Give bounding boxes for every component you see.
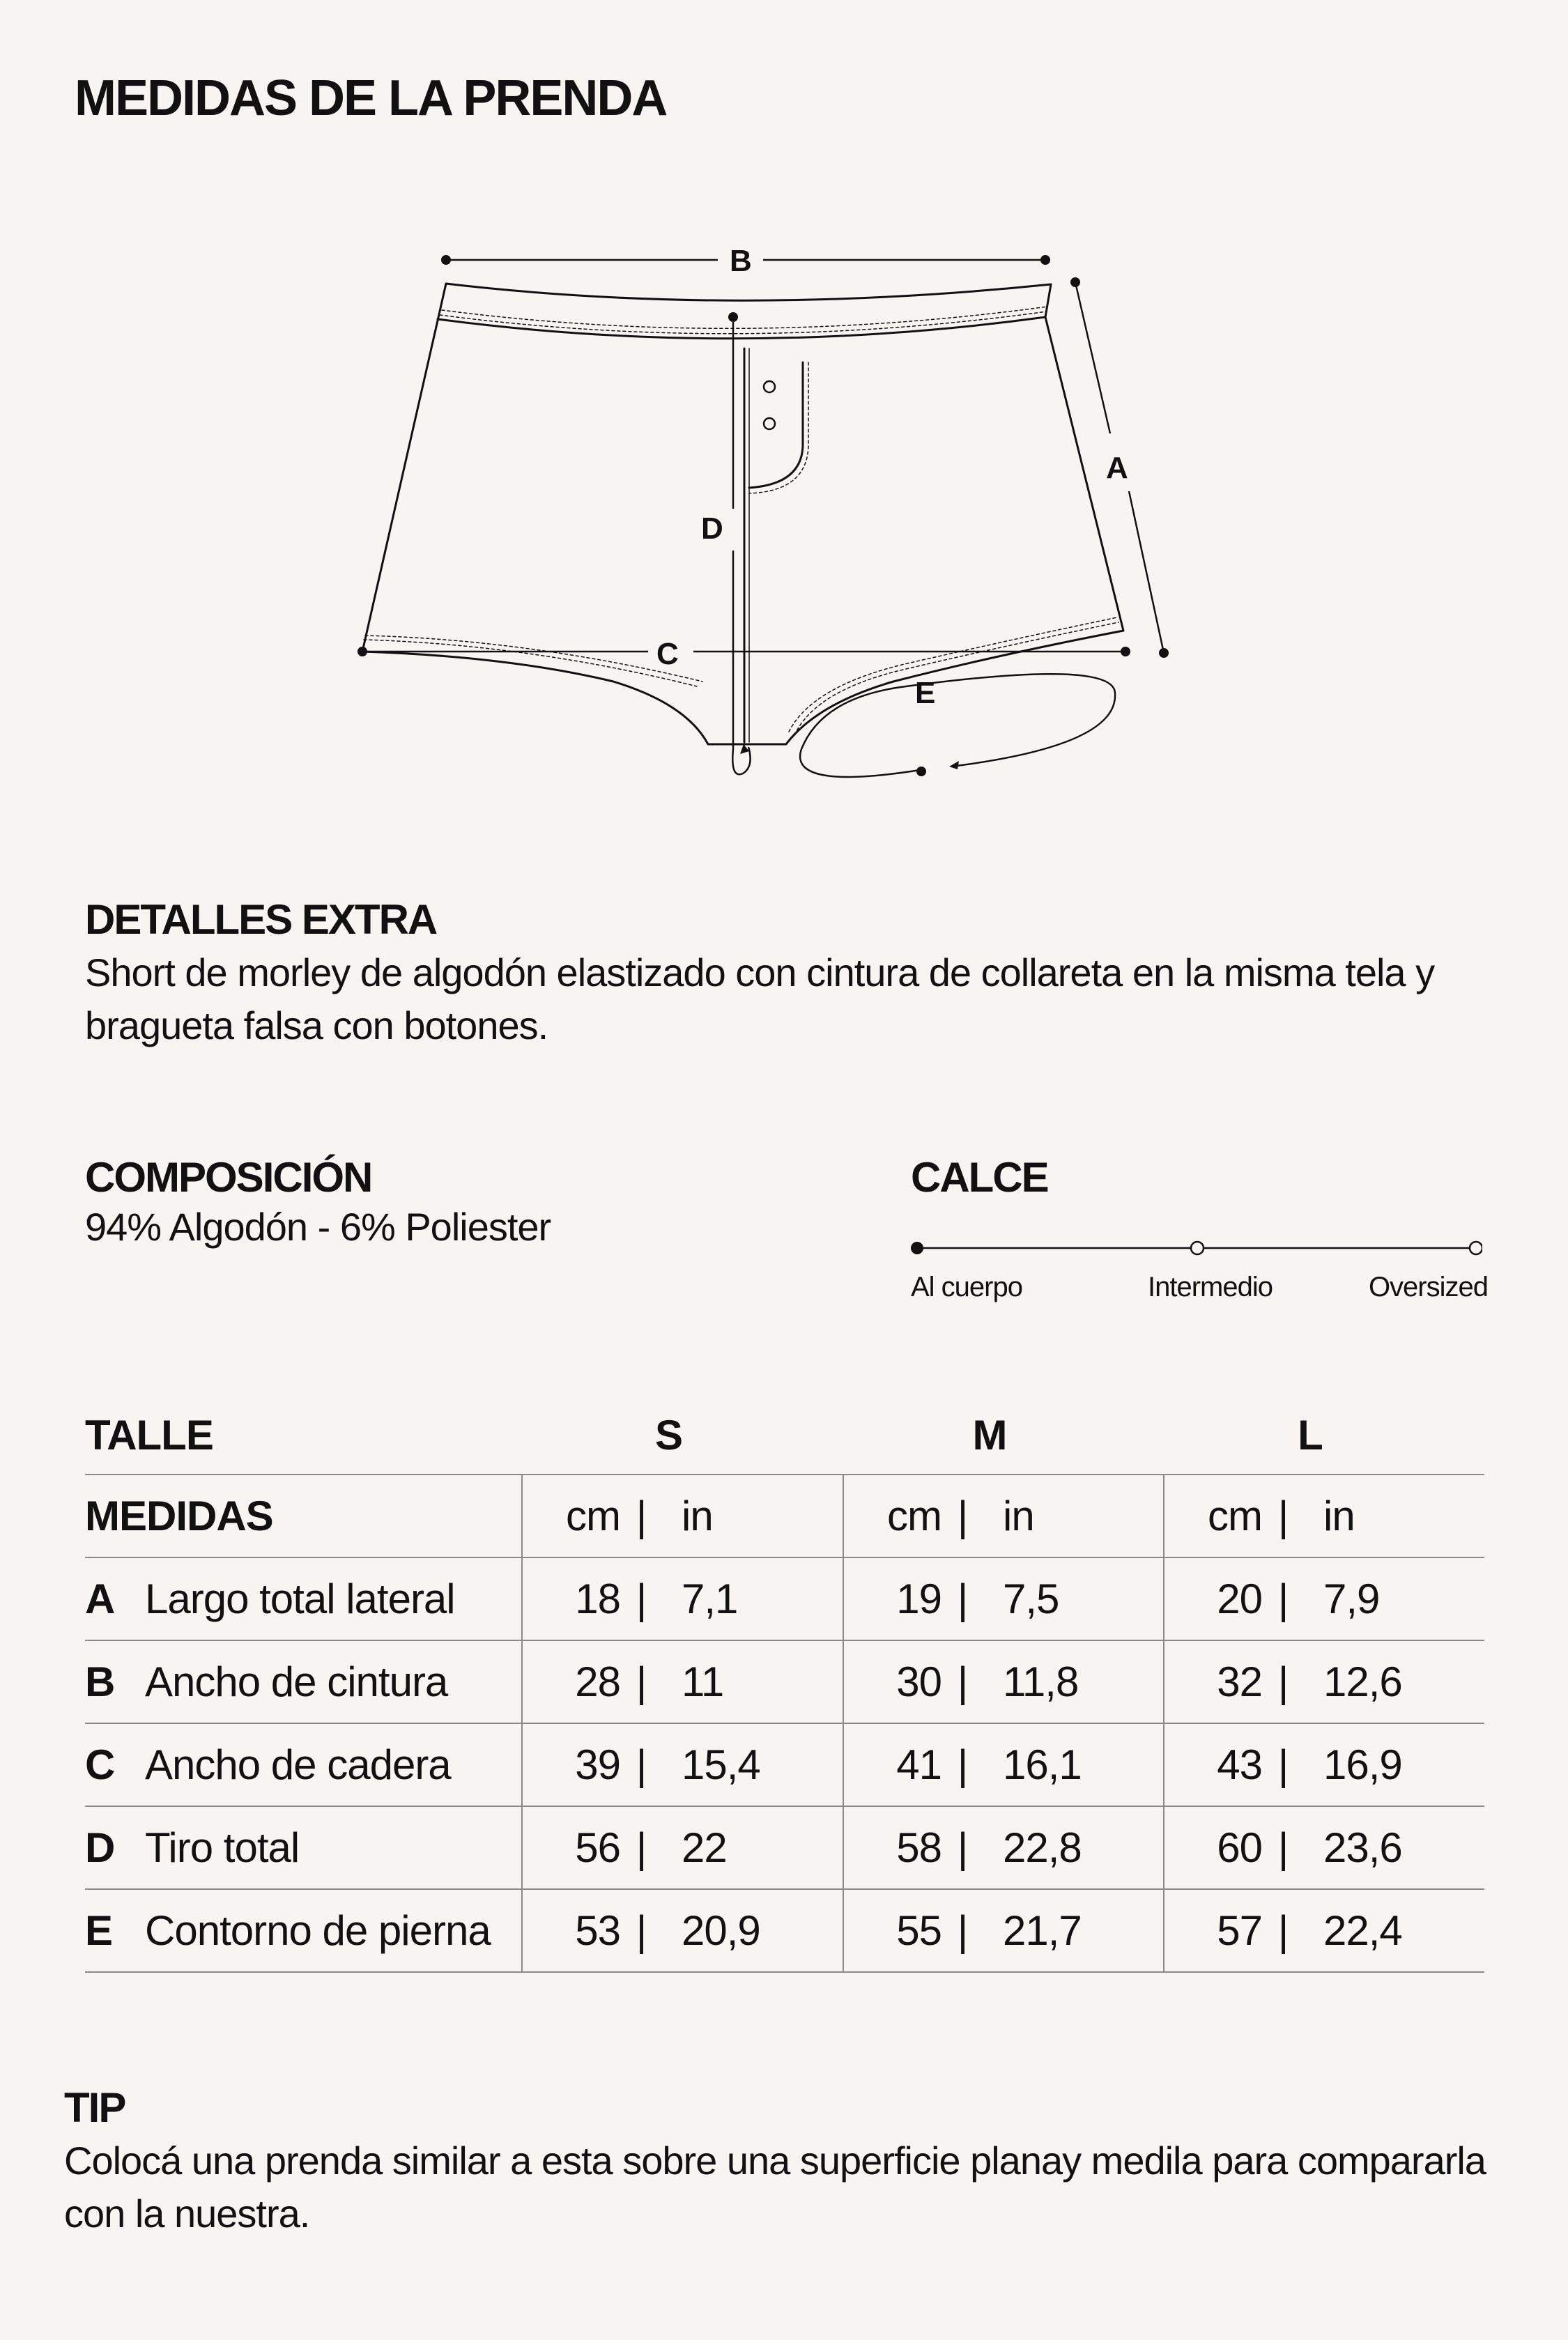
tip-title: TIP [64,2084,125,2131]
table-row [85,1889,1484,1972]
composition-title: COMPOSICIÓN [85,1154,372,1201]
value-in: 11,8 [1003,1658,1079,1705]
unit-cm: cm [566,1493,620,1539]
measure-name-cell [85,1723,522,1806]
fit-scale [911,1230,1488,1314]
measure-name-cell [85,1640,522,1723]
shorts-measurement-diagram [314,230,1199,829]
composition-text: 94% Algodón - 6% Poliester [85,1205,551,1249]
value-in: 16,1 [1003,1741,1082,1788]
fit-scale-line [911,1230,1482,1258]
measure-name: Ancho de cintura [145,1658,448,1705]
value-cm: 56 [575,1824,620,1871]
tip-text: Colocá una prenda similar a esta sobre una superficie planay medila para compararla con la nuestra. [64,2139,1486,2235]
fit-option-oversized: Oversized [1368,1272,1488,1302]
value-in: 20,9 [682,1907,760,1954]
value-separator: | [636,1658,647,1705]
label-c: C [656,637,679,671]
waistband-line [438,317,1045,339]
measure-value-cell [1164,1557,1484,1640]
fit-title: CALCE [911,1154,1048,1201]
table-row [85,1557,1484,1640]
value-in: 23,6 [1323,1824,1402,1871]
value-in: 15,4 [682,1741,760,1788]
value-separator: | [957,1658,968,1705]
unit-in: in [1003,1493,1034,1539]
value-cm: 57 [1217,1907,1262,1954]
page-title: MEDIDAS DE LA PRENDA [75,70,667,126]
label-b: B [730,244,752,278]
measure-value-cell [843,1723,1164,1806]
measure-letter: C [85,1741,115,1788]
value-separator: | [1277,1907,1289,1954]
value-in: 7,9 [1323,1576,1380,1622]
measure-value-cell [1164,1889,1484,1972]
measure-name-cell [85,1557,522,1640]
measures-header: MEDIDAS [85,1475,522,1557]
table-row [85,1723,1484,1806]
value-in: 7,5 [1003,1576,1059,1622]
measure-name: Ancho de cadera [145,1741,451,1788]
value-cm: 55 [896,1907,941,1954]
units-cell [1164,1475,1484,1557]
unit-in: in [682,1493,713,1539]
measure-letter: D [85,1824,115,1871]
value-cm: 18 [575,1576,620,1622]
label-d: D [701,511,723,546]
value-cm: 30 [896,1658,941,1705]
value-separator: | [1277,1824,1289,1871]
value-in: 16,9 [1323,1741,1402,1788]
measure-value-cell [522,1640,843,1723]
button-icon [764,418,775,429]
value-cm: 39 [575,1741,620,1788]
measure-letter: A [85,1576,115,1622]
fit-marker-selected [911,1242,923,1254]
value-separator: | [957,1576,968,1622]
value-separator: | [1277,1741,1289,1788]
extra-details-title: DETALLES EXTRA [85,896,437,943]
size-s: S [654,1411,683,1458]
label-a: A [1106,451,1128,485]
measure-value-cell [522,1557,843,1640]
measure-name: Largo total lateral [145,1576,455,1622]
measure-value-cell [1164,1723,1484,1806]
fly-seam [749,362,803,488]
units-cell [843,1475,1164,1557]
value-separator: | [636,1741,647,1788]
value-in: 12,6 [1323,1658,1402,1705]
size-table [85,1396,1484,1973]
measure-value-cell [1164,1806,1484,1889]
size-header: TALLE [85,1411,213,1458]
measure-letter: E [85,1907,113,1954]
value-in: 22,4 [1323,1907,1402,1954]
fit-option-intermedio: Intermedio [1148,1272,1273,1302]
measure-name-cell [85,1806,522,1889]
measure-value-cell [522,1806,843,1889]
value-cm: 60 [1217,1824,1262,1871]
value-cm: 53 [575,1907,620,1954]
unit-cm: cm [887,1493,941,1539]
table-row [85,1640,1484,1723]
measure-value-cell [843,1806,1164,1889]
value-in: 11 [682,1658,724,1705]
button-icon [764,381,775,392]
value-separator: | [957,1824,968,1871]
unit-in: in [1323,1493,1355,1539]
measure-value-cell [843,1640,1164,1723]
value-cm: 32 [1217,1658,1262,1705]
value-separator: | [636,1907,647,1954]
size-l: L [1298,1411,1323,1458]
value-in: 22,8 [1003,1824,1082,1871]
unit-separator: | [636,1493,647,1539]
unit-separator: | [1277,1493,1289,1539]
units-cell [522,1475,843,1557]
unit-separator: | [957,1493,968,1539]
value-separator: | [1277,1576,1289,1622]
fit-option-al-cuerpo: Al cuerpo [911,1272,1022,1302]
fit-marker [1470,1242,1482,1254]
size-m: M [972,1411,1007,1458]
value-separator: | [1277,1658,1289,1705]
measure-name: Contorno de pierna [145,1907,491,1954]
measure-value-cell [1164,1640,1484,1723]
value-separator: | [957,1907,968,1954]
value-separator: | [957,1741,968,1788]
value-cm: 19 [896,1576,941,1622]
size-header-row [85,1396,1484,1475]
measure-value-cell [522,1723,843,1806]
fit-marker [1191,1242,1204,1254]
measure-value-cell [843,1557,1164,1640]
table-row [85,1806,1484,1889]
value-in: 21,7 [1003,1907,1082,1954]
value-cm: 20 [1217,1576,1262,1622]
unit-cm: cm [1208,1493,1262,1539]
units-row [85,1475,1484,1557]
value-cm: 41 [896,1741,941,1788]
value-cm: 43 [1217,1741,1262,1788]
extra-details-text: Short de morley de algodón elastizado con cintura de collareta en la misma tela y bragueta falsa con botones. [85,950,1435,1047]
value-cm: 28 [575,1658,620,1705]
measure-value-cell [522,1889,843,1972]
label-e: E [915,676,936,710]
value-in: 7,1 [682,1576,738,1622]
value-in: 22 [682,1824,727,1871]
measure-letter: B [85,1658,115,1705]
value-separator: | [636,1576,647,1622]
measure-value-cell [843,1889,1164,1972]
value-separator: | [636,1824,647,1871]
measure-name: Tiro total [145,1824,300,1871]
measure-name-cell [85,1889,522,1972]
value-cm: 58 [896,1824,941,1871]
